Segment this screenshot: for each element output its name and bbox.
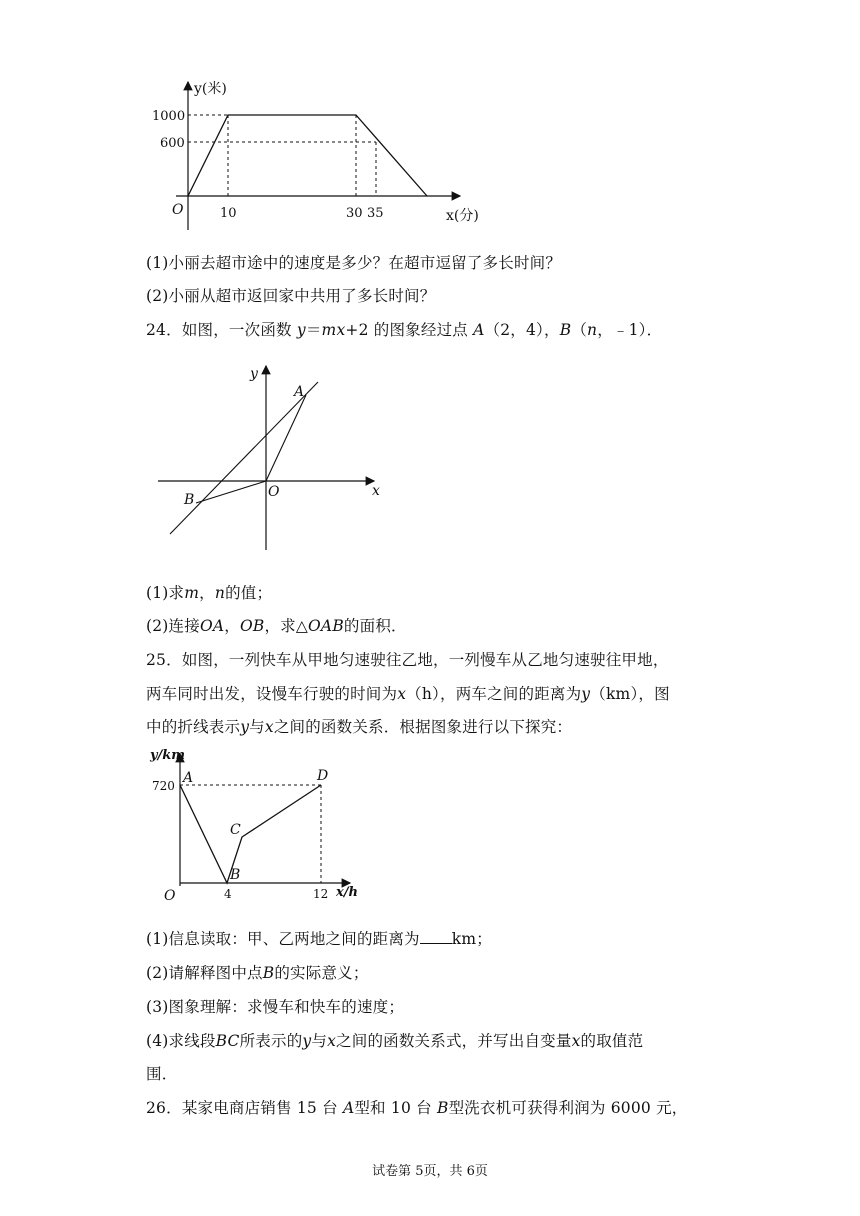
tick-35: 35: [367, 206, 384, 221]
segment-OB: [196, 481, 266, 503]
linear-function-graph: [150, 358, 390, 558]
q25-part3: (3)图象理解：求慢车和快车的速度；: [146, 998, 405, 1016]
q25-stem-line2: 两车同时出发，设慢车行驶的时间为x（h），两车之间的距离为y（km），图: [146, 685, 670, 703]
q26-stem: 26．某家电商店销售 15 台 A型和 10 台 B型洗衣机可获得利润为 6000 元，: [146, 1099, 688, 1117]
point-A-label: A: [183, 770, 194, 786]
origin-label: O: [164, 888, 176, 904]
point-D-label: D: [317, 768, 329, 784]
page-footer: 试卷第 5页，共 6页: [372, 1164, 488, 1179]
q25-stem-line1: 25．如图，一列快车从甲地匀速驶往乙地，一列慢车从乙地匀速驶往甲地，: [146, 651, 669, 669]
distance-time-graph: [150, 70, 490, 240]
q25-stem-line3: 中的折线表示y与x之间的函数关系．根据图象进行以下探究：: [146, 718, 573, 736]
q25-part2: (2)请解释图中点B的实际意义；: [146, 964, 369, 982]
q24-part1: (1)求m，n的值；: [146, 584, 273, 602]
q25-part4: (4)求线段BC所表示的y与x之间的函数关系式，并写出自变量x的取值范: [146, 1032, 644, 1050]
x-axis-label: x(分): [446, 208, 479, 224]
tick-720: 720: [152, 779, 175, 793]
origin-label: O: [172, 202, 184, 218]
x-axis-label: x/h: [336, 885, 358, 900]
y-label: y: [250, 366, 258, 382]
y-axis-label: y/km: [150, 748, 186, 763]
segment-OA: [266, 395, 306, 481]
answer-blank[interactable]: [420, 929, 452, 944]
tick-1000: 1000: [152, 109, 186, 124]
point-A-label: A: [294, 384, 305, 400]
distance-polyline: [180, 785, 321, 883]
tick-10: 10: [220, 206, 237, 221]
y-axis-label: y(米): [194, 81, 227, 97]
tick-600: 600: [160, 136, 185, 151]
q25-part4-wrap: 围．: [146, 1065, 178, 1083]
q25-part1: (1)信息读取：甲、乙两地之间的距离为 km；: [146, 930, 492, 948]
q24-stem: 24．如图，一次函数 y＝mx+2 的图象经过点 A（2，4），B（n，﹣1）．: [146, 321, 663, 339]
q23-part2: (2)小丽从超市返回家中共用了多长时间？: [146, 287, 436, 305]
point-B-label: B: [184, 492, 195, 508]
q23-part1: (1)小丽去超市途中的速度是多少？在超市逗留了多长时间？: [146, 254, 562, 272]
tick-4: 4: [224, 887, 232, 901]
point-C-label: C: [230, 822, 241, 838]
tick-30: 30: [346, 206, 363, 221]
x-label: x: [372, 483, 380, 499]
q24-part2: (2)连接OA，OB，求△OAB的面积．: [146, 617, 407, 635]
tick-12: 12: [313, 887, 329, 901]
origin-label: O: [268, 484, 280, 500]
distance-line: [188, 115, 427, 196]
trains-distance-graph: [150, 746, 370, 906]
point-B-label: B: [230, 867, 241, 883]
function-line: [170, 382, 318, 534]
